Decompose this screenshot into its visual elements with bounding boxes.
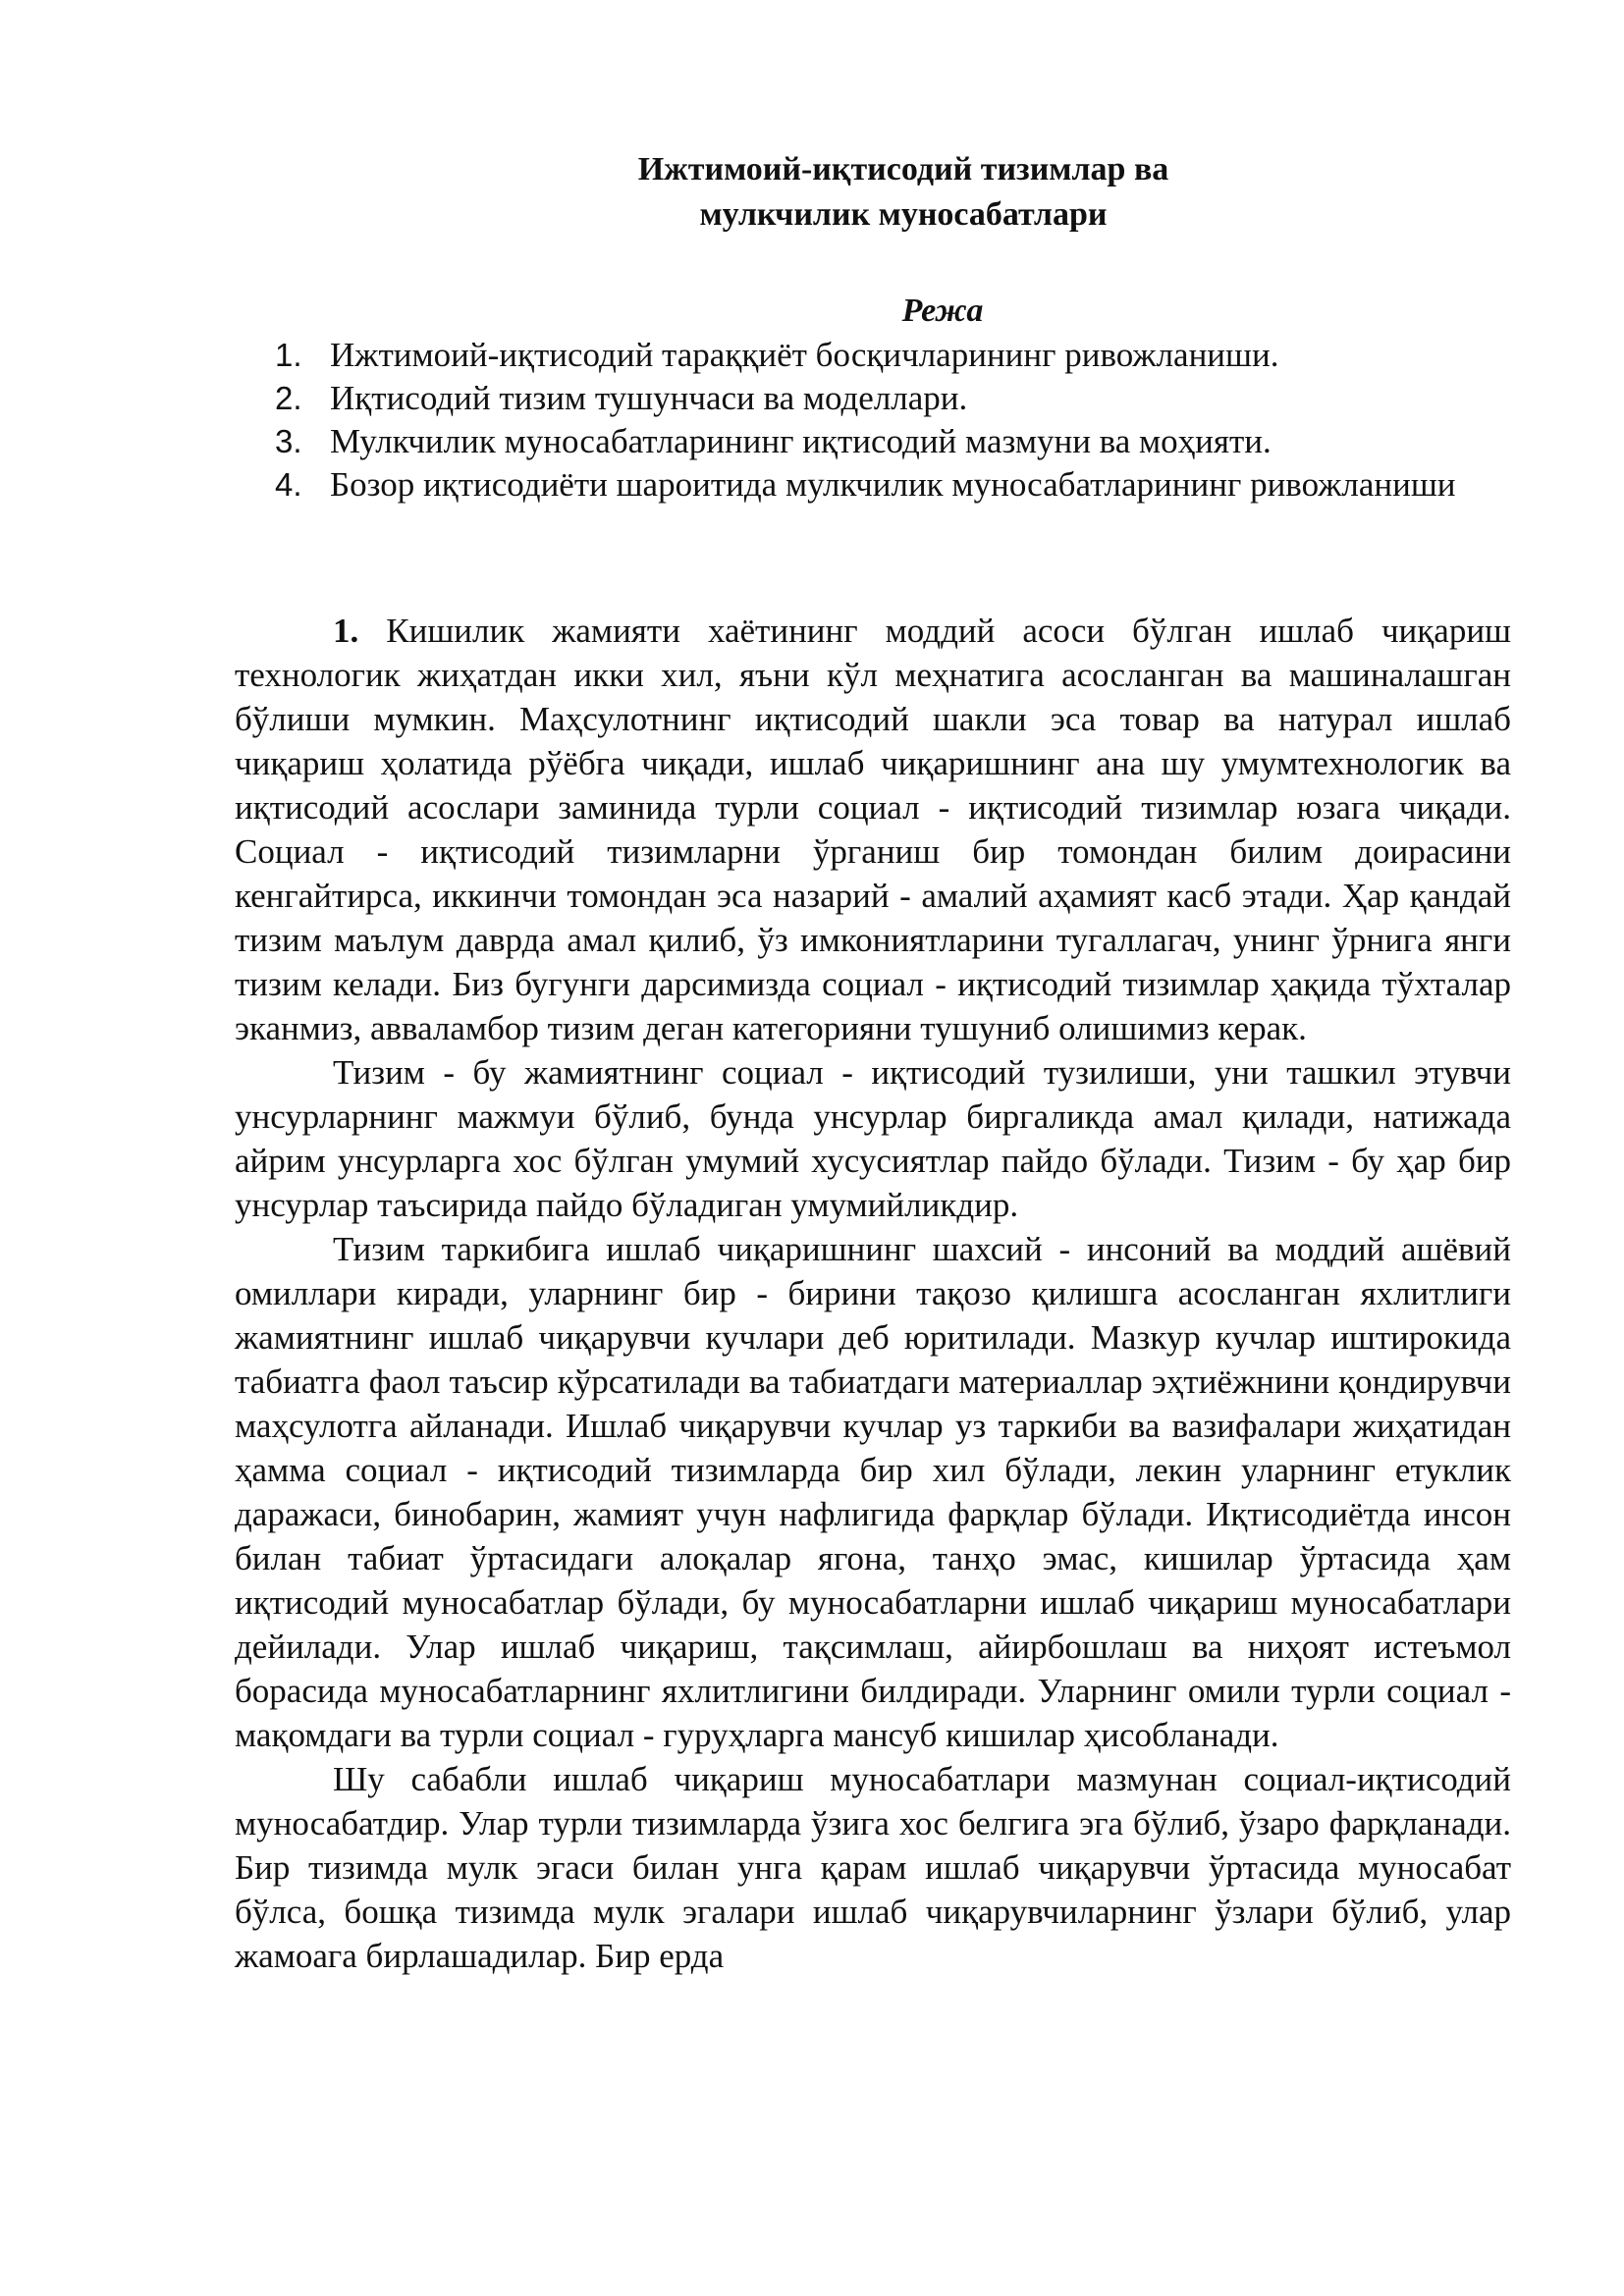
title-line-1: Ижтимоий-иқтисодий тизимлар ва	[637, 151, 1169, 187]
paragraph-2	[235, 1050, 1511, 1227]
paragraph-4	[235, 1757, 1511, 1978]
plan-item-text: Иқтисодий тизим тушунчаси ва моделлари.	[330, 379, 968, 417]
paragraph-text: Шу сабабли ишлаб чиқариш муносабатлари мазмунан социал-иқтисодий муносабатдир. Улар турли тизимларда ўзига хос белгига эга бўлиб, ўзаро фарқланади. Бир тизимда мулк эгаси билан унга қарам ишлаб чиқарувчи ўртасида муносабат бўлса, бошқа тизимда мулк эгалари ишлаб чиқарувчиларнинг ўзлари бўлиб, улар жамоага бирлашадилар. Бир ерда	[235, 1760, 1511, 1975]
paragraph-1	[235, 609, 1511, 1050]
plan-item-2	[275, 377, 1512, 420]
plan-item-number: 2.	[275, 380, 302, 416]
paragraph-lead-number: 1.	[333, 612, 359, 650]
plan-heading: Режа	[901, 293, 984, 329]
paragraph-text: Тизим таркибига ишлаб чиқаришнинг шахсий - инсоний ва моддий ашёвий омиллари киради, уларнинг бир - бирини тақозо қилишга асосланган яхлитлиги жамиятнинг ишлаб чиқарувчи кучлари деб юритилади. Мазкур кучлар иштирокида табиатга фаол таъсир кўрсатилади ва табиатдаги материаллар эҳтиёжнини қондирувчи маҳсулотга айланади. Ишлаб чиқарувчи кучлар уз таркиби ва вазифалари жиҳатидан ҳамма социал - иқтисодий тизимларда бир хил бўлади, лекин уларнинг етуклик даражаси, бинобарин, жамият учун нафлигида фарқлар бўлади. Иқтисодиётда инсон билан табиат ўртасидаги алоқалар ягона, танҳо эмас, кишилар ўртасида ҳам иқтисодий муносабатлар бўлади, бу муносабатларни ишлаб чиқариш муносабатлари дейилади. Улар ишлаб чиқариш, тақсимлаш, айирбошлаш ва ниҳоят истеъмол борасида муносабатларнинг яхлитлигини билдиради. Уларнинг омили турли социал - мақомдаги ва турли социал - гуруҳларга мансуб кишилар ҳисобланади.	[235, 1230, 1511, 1754]
plan-item-text: Мулкчилик муносабатларининг иқтисодий мазмуни ва моҳияти.	[330, 422, 1272, 460]
title-line-2: мулкчилик муносабатлари	[699, 196, 1108, 233]
plan-list	[275, 334, 1512, 507]
plan-item-number: 4.	[275, 466, 302, 503]
plan-item-3	[275, 420, 1512, 463]
paragraph-text: Тизим - бу жамиятнинг социал - иқтисодий тузилиши, уни ташкил этувчи унсурларнинг мажмуи бўлиб, бунда унсурлар биргаликда амал қилади, натижада айрим унсурларга хос бўлган умумий хусусиятлар пайдо бўлади. Тизим - бу ҳар бир унсурлар таъсирида пайдо бўладиган умумийликдир.	[235, 1053, 1511, 1224]
body-text	[235, 609, 1511, 1978]
plan-item-text: Бозор иқтисодиёти шароитида мулкчилик муносабатларининг ривожланиши	[330, 465, 1456, 504]
plan-item-4	[275, 463, 1512, 507]
document-title	[334, 147, 1473, 238]
plan-item-text: Ижтимоий-иқтисодий тараққиёт босқичларининг ривожланиши.	[330, 336, 1279, 374]
paragraph-3	[235, 1227, 1511, 1757]
plan-item-1	[275, 334, 1512, 377]
plan-item-number: 3.	[275, 423, 302, 459]
paragraph-text: Кишилик жамияти хаётининг моддий асоси бўлган ишлаб чиқариш технологик жиҳатдан икки хил, яъни кўл меҳнатига асосланган ва машиналашган бўлиши мумкин. Маҳсулотнинг иқтисодий шакли эса товар ва натурал ишлаб чиқариш ҳолатида рўёбга чиқади, ишлаб чиқаришнинг ана шу умумтехнологик ва иқтисодий асослари заминида турли социал - иқтисодий тизимлар юзага чиқади. Социал - иқтисодий тизимларни ўрганиш бир томондан билим доирасини кенгайтирса, иккинчи томондан эса назарий - амалий аҳамият касб этади. Ҳар қандай тизим маълум даврда амал қилиб, ўз имкониятларини тугаллагач, унинг ўрнига янги тизим келади. Биз бугунги дарсимизда социал - иқтисодий тизимлар ҳақида тўхталар эканмиз, авваламбор тизим деган категорияни тушуниб олишимиз керак.	[235, 612, 1511, 1047]
plan-item-number: 1.	[275, 337, 302, 373]
